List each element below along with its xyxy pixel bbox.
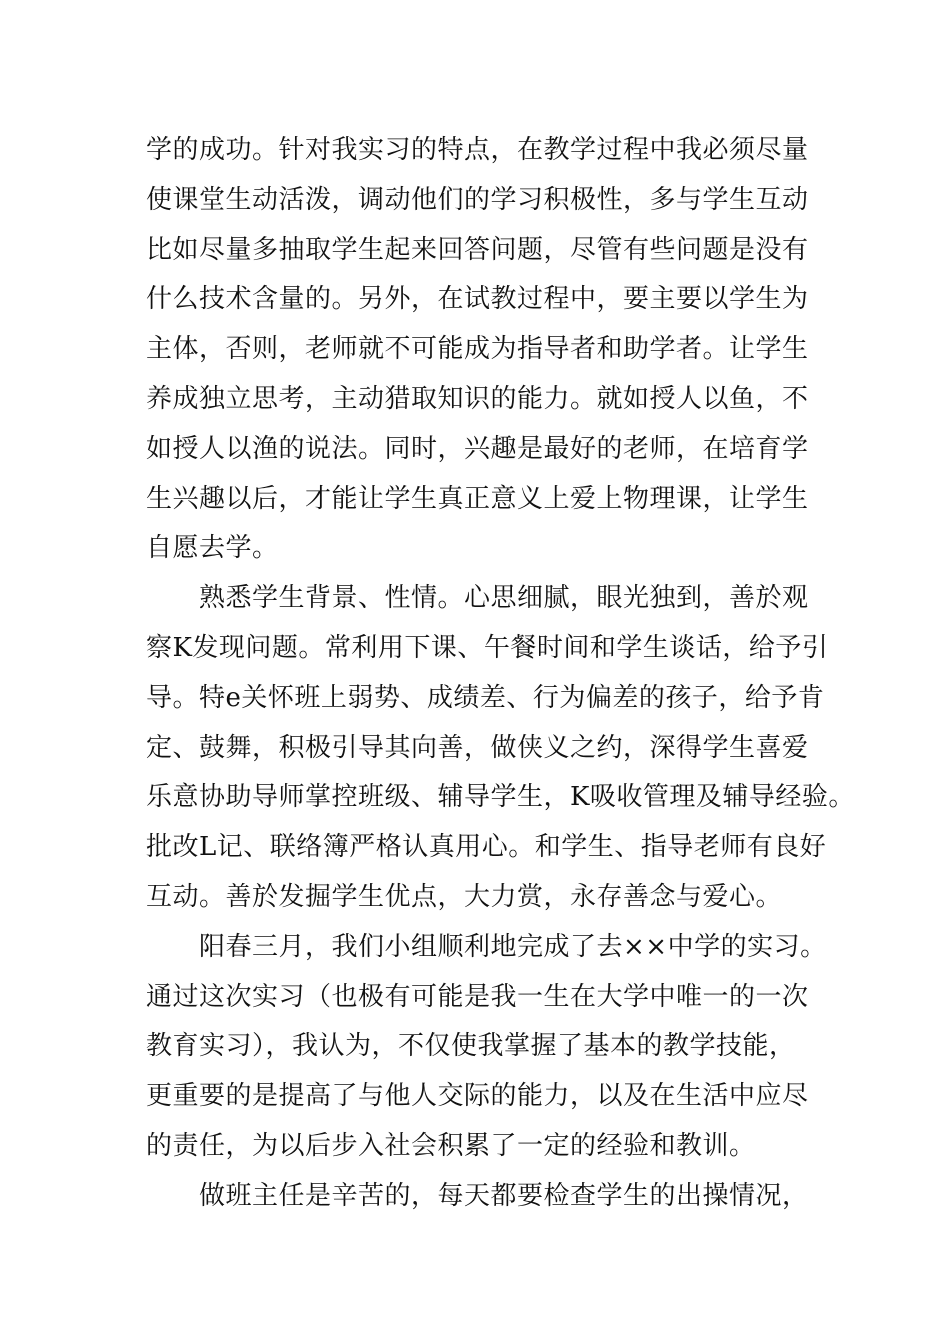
text-line: 定、鼓舞，积极引导其向善，做侠义之约，深得学生喜爱 xyxy=(146,732,809,763)
text-line: 通过这次实习（也极有可能是我一生在大学中唯一的一次 xyxy=(146,981,809,1012)
text-line: 批改L记、联络簿严格认真用心。和学生、指导老师有良好 xyxy=(146,832,827,863)
text-line: 更重要的是提高了与他人交际的能力，以及在生活中应尽 xyxy=(146,1081,809,1112)
text-line: 阳春三月，我们小组顺利地完成了去××中学的实习。 xyxy=(146,931,827,962)
text-line: 教育实习），我认为，不仅使我掌握了基本的教学技能， xyxy=(146,1031,796,1062)
text-line: 如授人以渔的说法。同时，兴趣是最好的老师，在培育学 xyxy=(146,433,809,464)
text-line: 察K发现问题。常利用下课、午餐时间和学生谈话，给予引 xyxy=(146,632,829,663)
text-line: 生兴趣以后，才能让学生真正意义上爱上物理课，让学生 xyxy=(146,483,809,514)
text-line: 的责任，为以后步入社会积累了一定的经验和教训。 xyxy=(146,1130,756,1161)
text-line: 导。特e关怀班上弱势、成绩差、行为偏差的孩子，给予肯 xyxy=(146,682,825,713)
text-line: 养成独立思考，主动猎取知识的能力。就如授人以鱼，不 xyxy=(146,383,809,414)
text-line: 做班主任是辛苦的，每天都要检查学生的出操情况， xyxy=(146,1180,809,1211)
text-line: 主体，否则，老师就不可能成为指导者和助学者。让学生 xyxy=(146,334,809,365)
text-line: 乐意协助导师掌控班级、辅导学生，K吸收管理及辅导经验。 xyxy=(146,782,855,813)
text-line: 自愿去学。 xyxy=(146,533,279,564)
text-line: 什么技术含量的。另外，在试教过程中，要主要以学生为 xyxy=(146,284,809,315)
text-line: 互动。善於发掘学生优点，大力赏，永存善念与爱心。 xyxy=(146,881,783,912)
text-line: 熟悉学生背景、性情。心思细腻，眼光独到，善於观 xyxy=(146,583,809,614)
text-line: 学的成功。针对我实习的特点，在教学过程中我必须尽量 xyxy=(146,135,809,165)
document-body xyxy=(146,126,855,1222)
text-line: 使课堂生动活泼，调动他们的学习积极性，多与学生互动 xyxy=(146,184,809,215)
text-line: 比如尽量多抽取学生起来回答问题，尽管有些问题是没有 xyxy=(146,234,809,265)
